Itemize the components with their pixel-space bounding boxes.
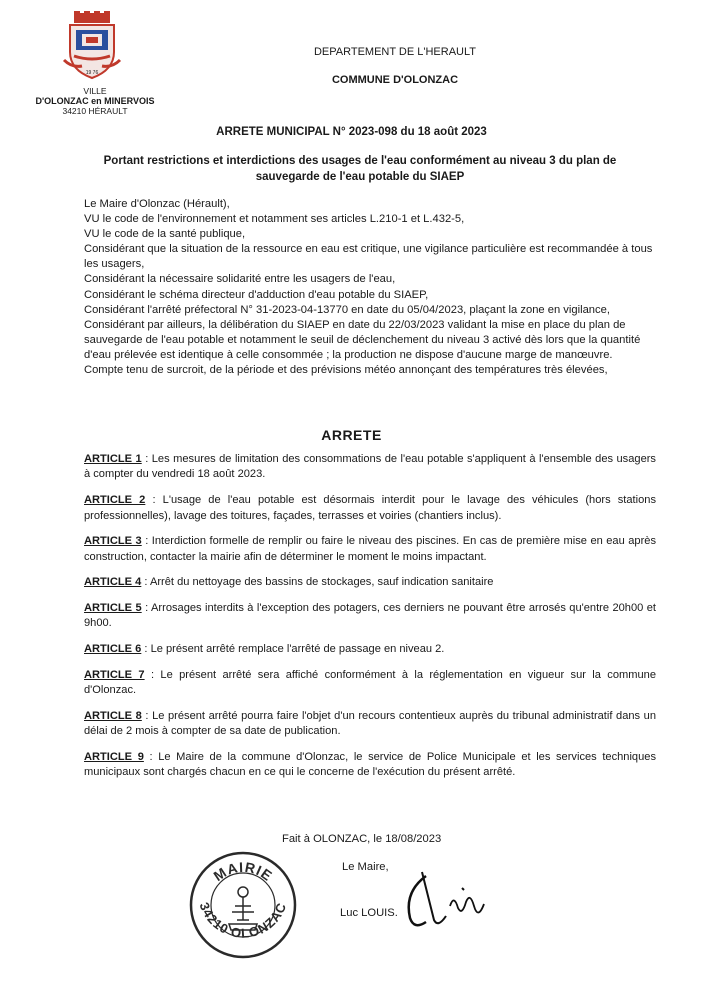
document-subtitle [100,153,620,185]
article-label: ARTICLE 7 [84,668,145,681]
ville-postcode: 34210 HÉRAULT [62,106,128,116]
article-text: : Interdiction formelle de remplir ou faire le niveau des piscines. En cas de première mise en eau après construction, contacter la mairie afin de déterminer le moment le moins impactant. [84,535,656,563]
preamble-line: Considérant la nécessaire solidarité entre les usagers de l'eau, [84,273,396,286]
article-label: ARTICLE 1 [84,453,142,465]
ville-block [30,86,160,116]
article-text: : Le présent arrêté remplace l'arrêté de passage en niveau 2. [141,643,445,656]
fait-a-line: Fait à OLONZAC, le 18/08/2023 [282,833,442,845]
svg-text:MAIRIE [210,859,275,884]
article-text: : Le Maire de la commune d'Olonzac, le service de Police Municipale et les services techniques municipaux sont chargés chacun en ce qui le concerne de l'exécution du présent arrêté. [84,751,656,779]
preamble-line: VU le code de la santé publique, [84,228,246,241]
preamble-line: Considérant que la situation de la ressource en eau est critique, une vigilance particulière est recommandée à tous les usagers, [84,243,653,271]
article-1 [84,452,656,483]
article-4 [84,575,656,590]
article-label: ARTICLE 5 [84,602,142,615]
article-8 [84,709,656,740]
mayor-name: Luc LOUIS. [340,907,398,919]
article-label: ARTICLE 9 [84,751,144,764]
preamble-line: Le Maire d'Olonzac (Hérault), [84,198,230,210]
article-label: ARTICLE 8 [84,709,142,722]
coat-of-arms-logo [62,10,122,84]
arrete-heading: ARRETE [321,427,382,443]
article-3 [84,534,656,565]
article-text: : Arrosages interdits à l'exception des potagers, ces derniers ne pouvant être arrosés qu'entre 20h00 et 9h00. [84,602,657,630]
article-5 [84,601,656,632]
preamble-line: VU le code de l'environnement et notamment ses articles L.210-1 et L.432-5, [84,213,465,226]
article-label: ARTICLE 2 [84,494,146,507]
article-text: : Les mesures de limitation des consommations de l'eau potable s'appliquent à l'ensemble des usagers à compter du vendredi 18 août 2023. [84,453,656,481]
le-maire-label: Le Maire, [342,861,389,873]
article-6 [84,642,656,657]
document-title: ARRETE MUNICIPAL N° 2023-098 du 18 août 2023 [216,126,487,138]
article-9 [84,750,656,781]
article-text: : Le présent arrêté sera affiché conformément à la réglementation en vigueur sur la commune d'Olonzac. [84,668,657,697]
article-text: : L'usage de l'eau potable est désormais interdit pour le lavage des véhicules (hors stations professionnelles), lavage des toitures, façades, terrasses et voiries (chantiers inclus). [84,494,656,522]
ville-label: VILLE [83,86,107,96]
subtitle-line-2: sauvegarde de l'eau potable du SIAEP [255,171,465,183]
article-7 [84,668,656,699]
subtitle-line-1: Portant restrictions et interdictions des usages de l'eau conformément au niveau 3 du plan de [103,155,617,167]
ville-name: D'OLONZAC en MINERVOIS [35,96,155,106]
department-heading: DEPARTEMENT DE L'HERAULT [313,46,477,58]
preamble-line: Compte tenu de surcroit, de la période et des prévisions météo annonçant des températures très élevées, [84,364,608,377]
article-text: : Arrêt du nettoyage des bassins de stockages, sauf indication sanitaire [141,576,494,589]
articles-list [84,452,656,791]
preamble [84,197,656,378]
article-2 [84,493,656,524]
stamp-top-text: MAIRIE [210,858,276,885]
article-label: ARTICLE 6 [84,643,142,656]
stamp-bottom-text: 34210 OLONZAC [196,900,290,941]
article-label: ARTICLE 4 [84,576,142,589]
preamble-line: Considérant l'arrêté préfectoral N° 31-2023-04-13770 en date du 05/04/2023, plaçant la zone en vigilance, [84,303,610,316]
preamble-line: Considérant par ailleurs, la délibération du SIAEP en date du 22/03/2023 validant la mise en place du plan de sauvegarde de l'eau potable et notamment le seuil de déclenchement du niveau 3 activé dès lors que la quantité d'eau prélevée est identique à celle consommée ; la production ne dispose d'aucune marge de manœuvre. [84,318,641,361]
article-label: ARTICLE 3 [84,535,142,548]
commune-heading: COMMUNE D'OLONZAC [331,74,459,86]
mayor-signature [392,866,502,936]
crest-years: 19 76 [85,70,99,76]
mairie-stamp [185,848,300,963]
marianne-figure-icon [229,887,257,930]
article-text: : Le présent arrêté pourra faire l'objet d'un recours contentieux auprès du tribunal administratif dans un délai de 2 mois à compter de sa date de publication. [84,709,656,738]
preamble-line: Considérant le schéma directeur d'adduction d'eau potable du SIAEP, [84,288,429,301]
